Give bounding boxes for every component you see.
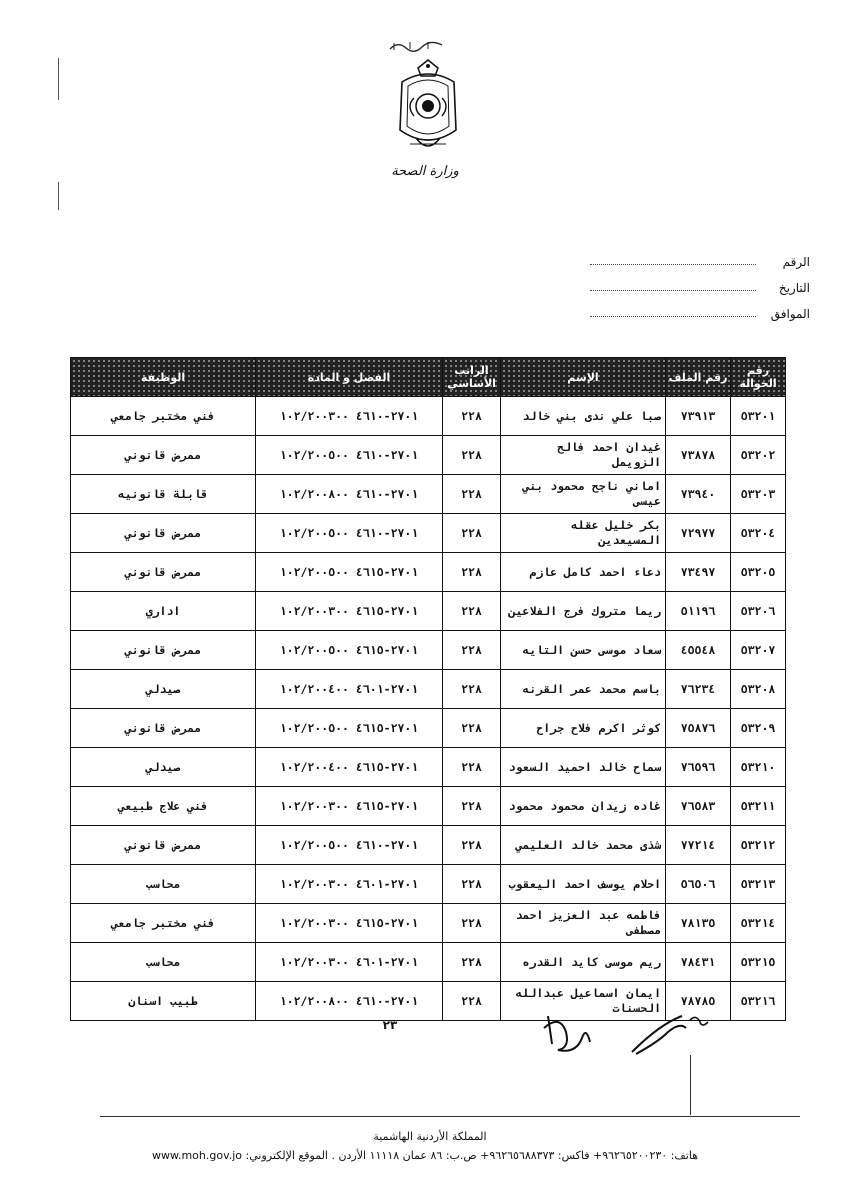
cell-employee-no: ٧٢٩٧٧: [666, 514, 731, 553]
cell-job: اداري: [71, 592, 256, 631]
table-row: [71, 709, 786, 748]
cell-job: ممرض قانوني: [71, 436, 256, 475]
cell-employee-no: ٤٥٥٤٨: [666, 631, 731, 670]
cell-salary: ٢٢٨: [443, 865, 501, 904]
cell-salary: ٢٢٨: [443, 982, 501, 1021]
cell-serial: ٥٣٢١٢: [731, 826, 786, 865]
cell-salary: ٢٢٨: [443, 592, 501, 631]
table-row: [71, 670, 786, 709]
cell-employee-no: ٧٣٩٤٠: [666, 475, 731, 514]
cell-employee-no: ٧٧٢١٤: [666, 826, 731, 865]
coat-of-arms-emblem: [388, 58, 468, 158]
cell-employee-no: ٥١١٩٦: [666, 592, 731, 631]
cell-section: ٢٧٠١-٤٦١٠ ١٠٢/٢٠٠٥٠٠: [256, 514, 443, 553]
cell-name: ريما متروك فرج الفلاعين: [501, 592, 666, 631]
cell-job: طبيب اسنان: [71, 982, 256, 1021]
cell-employee-no: ٧٦٥٩٦: [666, 748, 731, 787]
header-name: الإسم: [501, 358, 666, 397]
cell-employee-no: ٧٥٨٧٦: [666, 709, 731, 748]
cell-salary: ٢٢٨: [443, 709, 501, 748]
cell-serial: ٥٣٢١٣: [731, 865, 786, 904]
table-row: [71, 865, 786, 904]
cell-section: ٢٧٠١-٤٦٠١ ١٠٢/٢٠٠٤٠٠: [256, 670, 443, 709]
table-header-row: [71, 358, 786, 397]
cell-name: غيدان احمد فالح الزويمل: [501, 436, 666, 475]
cell-section: ٢٧٠١-٤٦١٥ ١٠٢/٢٠٠٥٠٠: [256, 709, 443, 748]
cell-job: صيدلي: [71, 670, 256, 709]
cell-job: قابلة قانونيه: [71, 475, 256, 514]
cell-salary: ٢٢٨: [443, 397, 501, 436]
footer-divider: [100, 1116, 800, 1117]
cell-employee-no: ٧٨٤٣١: [666, 943, 731, 982]
cell-salary: ٢٢٨: [443, 787, 501, 826]
table-row: [71, 514, 786, 553]
reference-number-line: [590, 264, 756, 265]
cell-salary: ٢٢٨: [443, 826, 501, 865]
cell-employee-no: ٧٣٤٩٧: [666, 553, 731, 592]
table-row: [71, 904, 786, 943]
table-row: [71, 475, 786, 514]
cell-job: فني مختبر جامعي: [71, 904, 256, 943]
cell-section: ٢٧٠١-٤٦١٥ ١٠٢/٢٠٠٣٠٠: [256, 592, 443, 631]
footer-contact: هاتف: ٩٦٢٦٥٢٠٠٢٣٠+ فاكس: ٩٦٢٦٥٦٨٨٣٧٣+ ص.ب: ٨٦ عمان ١١١١٨ الأردن . الموقع الإلكتروني: www.moh.gov.jo: [151, 1149, 699, 1162]
cell-serial: ٥٣٢٠٣: [731, 475, 786, 514]
ministry-name: وزارة الصحة: [391, 164, 459, 179]
cell-name: باسم محمد عمر القرنه: [501, 670, 666, 709]
cell-serial: ٥٣٢١٤: [731, 904, 786, 943]
reference-date-row: [590, 269, 810, 295]
cell-name: سعاد موسى حسن التايه: [501, 631, 666, 670]
cell-serial: ٥٣٢٠٩: [731, 709, 786, 748]
cell-serial: ٥٣٢٠٤: [731, 514, 786, 553]
page-number: ٢٣: [382, 1018, 398, 1032]
cell-section: ٢٧٠١-٤٦١٠ ١٠٢/٢٠٠٣٠٠: [256, 397, 443, 436]
employees-table: [70, 357, 786, 1021]
cell-salary: ٢٢٨: [443, 475, 501, 514]
reference-fields: [590, 243, 810, 321]
reference-hijri-label: الموافق: [770, 307, 810, 321]
table-row: [71, 787, 786, 826]
table-row: [71, 748, 786, 787]
scan-edge-mark: [58, 58, 59, 100]
cell-section: ٢٧٠١-٤٦٠١ ١٠٢/٢٠٠٣٠٠: [256, 865, 443, 904]
reference-date-line: [590, 290, 756, 291]
cell-job: صيدلي: [71, 748, 256, 787]
cell-employee-no: ٧٦٢٣٤: [666, 670, 731, 709]
cell-section: ٢٧٠١-٤٦١٥ ١٠٢/٢٠٠٣٠٠: [256, 787, 443, 826]
cell-salary: ٢٢٨: [443, 943, 501, 982]
cell-name: غاده زيدان محمود محمود: [501, 787, 666, 826]
table-row: [71, 397, 786, 436]
reference-number-label: الرقم: [782, 255, 810, 269]
cell-section: ٢٧٠١-٤٦١٠ ١٠٢/٢٠٠٨٠٠: [256, 475, 443, 514]
cell-employee-no: ٧٨١٣٥: [666, 904, 731, 943]
reference-date-label: التاريخ: [778, 281, 810, 295]
cell-salary: ٢٢٨: [443, 553, 501, 592]
header-job: الوظيفة: [71, 358, 256, 397]
cell-name: سماح خالد احميد السعود: [501, 748, 666, 787]
cell-job: محاسب: [71, 943, 256, 982]
cell-serial: ٥٣٢٠٥: [731, 553, 786, 592]
table-row: [71, 436, 786, 475]
cell-section: ٢٧٠١-٤٦٠١ ١٠٢/٢٠٠٣٠٠: [256, 943, 443, 982]
cell-job: ممرض قانوني: [71, 826, 256, 865]
cell-employee-no: ٧٣٩١٣: [666, 397, 731, 436]
cell-serial: ٥٣٢١٥: [731, 943, 786, 982]
margin-line: [690, 1055, 691, 1115]
cell-job: فني علاج طبيعي: [71, 787, 256, 826]
cell-salary: ٢٢٨: [443, 631, 501, 670]
cell-job: ممرض قانوني: [71, 553, 256, 592]
cell-name: كوثر اكرم فلاح جراح: [501, 709, 666, 748]
cell-job: ممرض قانوني: [71, 709, 256, 748]
cell-job: محاسب: [71, 865, 256, 904]
cell-salary: ٢٢٨: [443, 436, 501, 475]
cell-name: اماني ناجح محمود بني عيسى: [501, 475, 666, 514]
cell-employee-no: ٥٦٥٠٦: [666, 865, 731, 904]
header-serial: رقم الحوالة: [731, 358, 786, 397]
cell-name: ريم موسى كايد القدره: [501, 943, 666, 982]
cell-section: ٢٧٠١-٤٦١٥ ١٠٢/٢٠٠٤٠٠: [256, 748, 443, 787]
cell-serial: ٥٣٢٠٦: [731, 592, 786, 631]
cell-salary: ٢٢٨: [443, 514, 501, 553]
footer-kingdom: المملكة الأردنية الهاشمية: [373, 1130, 487, 1143]
cell-salary: ٢٢٨: [443, 904, 501, 943]
cell-employee-no: ٧٣٨٧٨: [666, 436, 731, 475]
table-row: [71, 826, 786, 865]
reference-hijri-line: [590, 316, 756, 317]
cell-serial: ٥٣٢٠١: [731, 397, 786, 436]
reference-number-row: [590, 243, 810, 269]
cell-name: دعاء احمد كامل عازم: [501, 553, 666, 592]
cell-job: ممرض قانوني: [71, 631, 256, 670]
table-row: [71, 631, 786, 670]
cell-serial: ٥٣٢١١: [731, 787, 786, 826]
cell-salary: ٢٢٨: [443, 748, 501, 787]
cell-employee-no: ٧٦٥٨٣: [666, 787, 731, 826]
cell-employee-no: ٧٨٧٨٥: [666, 982, 731, 1021]
handwritten-signatures: [540, 1008, 710, 1068]
cell-job: فني مختبر جامعي: [71, 397, 256, 436]
cell-section: ٢٧٠١-٤٦١٠ ١٠٢/٢٠٠٥٠٠: [256, 436, 443, 475]
cell-name: شذى محمد خالد العليمي: [501, 826, 666, 865]
cell-serial: ٥٣٢٠٧: [731, 631, 786, 670]
cell-section: ٢٧٠١-٤٦١٠ ١٠٢/٢٠٠٥٠٠: [256, 826, 443, 865]
cell-name: بكر خليل عقله المسيعدين: [501, 514, 666, 553]
cell-section: ٢٧٠١-٤٦١٠ ١٠٢/٢٠٠٨٠٠: [256, 982, 443, 1021]
cell-section: ٢٧٠١-٤٦١٥ ١٠٢/٢٠٠٣٠٠: [256, 904, 443, 943]
cell-name: صبا علي ندى بني خالد: [501, 397, 666, 436]
scan-edge-mark: [58, 182, 59, 210]
cell-serial: ٥٣٢١٦: [731, 982, 786, 1021]
cell-name: ايمان اسماعيل عبدالله الحسنات: [501, 982, 666, 1021]
header-employee-no: رقم الملف: [666, 358, 731, 397]
table-row: [71, 592, 786, 631]
cell-name: احلام يوسف احمد اليعقوب: [501, 865, 666, 904]
table-body: [71, 397, 786, 1021]
cell-section: ٢٧٠١-٤٦١٥ ١٠٢/٢٠٠٥٠٠: [256, 553, 443, 592]
cell-salary: ٢٢٨: [443, 670, 501, 709]
cell-serial: ٥٣٢٠٢: [731, 436, 786, 475]
cell-section: ٢٧٠١-٤٦١٥ ١٠٢/٢٠٠٥٠٠: [256, 631, 443, 670]
reference-hijri-row: [590, 295, 810, 321]
header-section: الفصل و المادة: [256, 358, 443, 397]
table-row: [71, 553, 786, 592]
header-salary: الراتب الأساسي: [443, 358, 501, 397]
cell-job: ممرض قانوني: [71, 514, 256, 553]
cell-serial: ٥٣٢٠٨: [731, 670, 786, 709]
cell-serial: ٥٣٢١٠: [731, 748, 786, 787]
table-row: [71, 943, 786, 982]
basmala-calligraphy: [388, 38, 444, 52]
cell-name: فاطمه عبد العزيز احمد مصطفى: [501, 904, 666, 943]
